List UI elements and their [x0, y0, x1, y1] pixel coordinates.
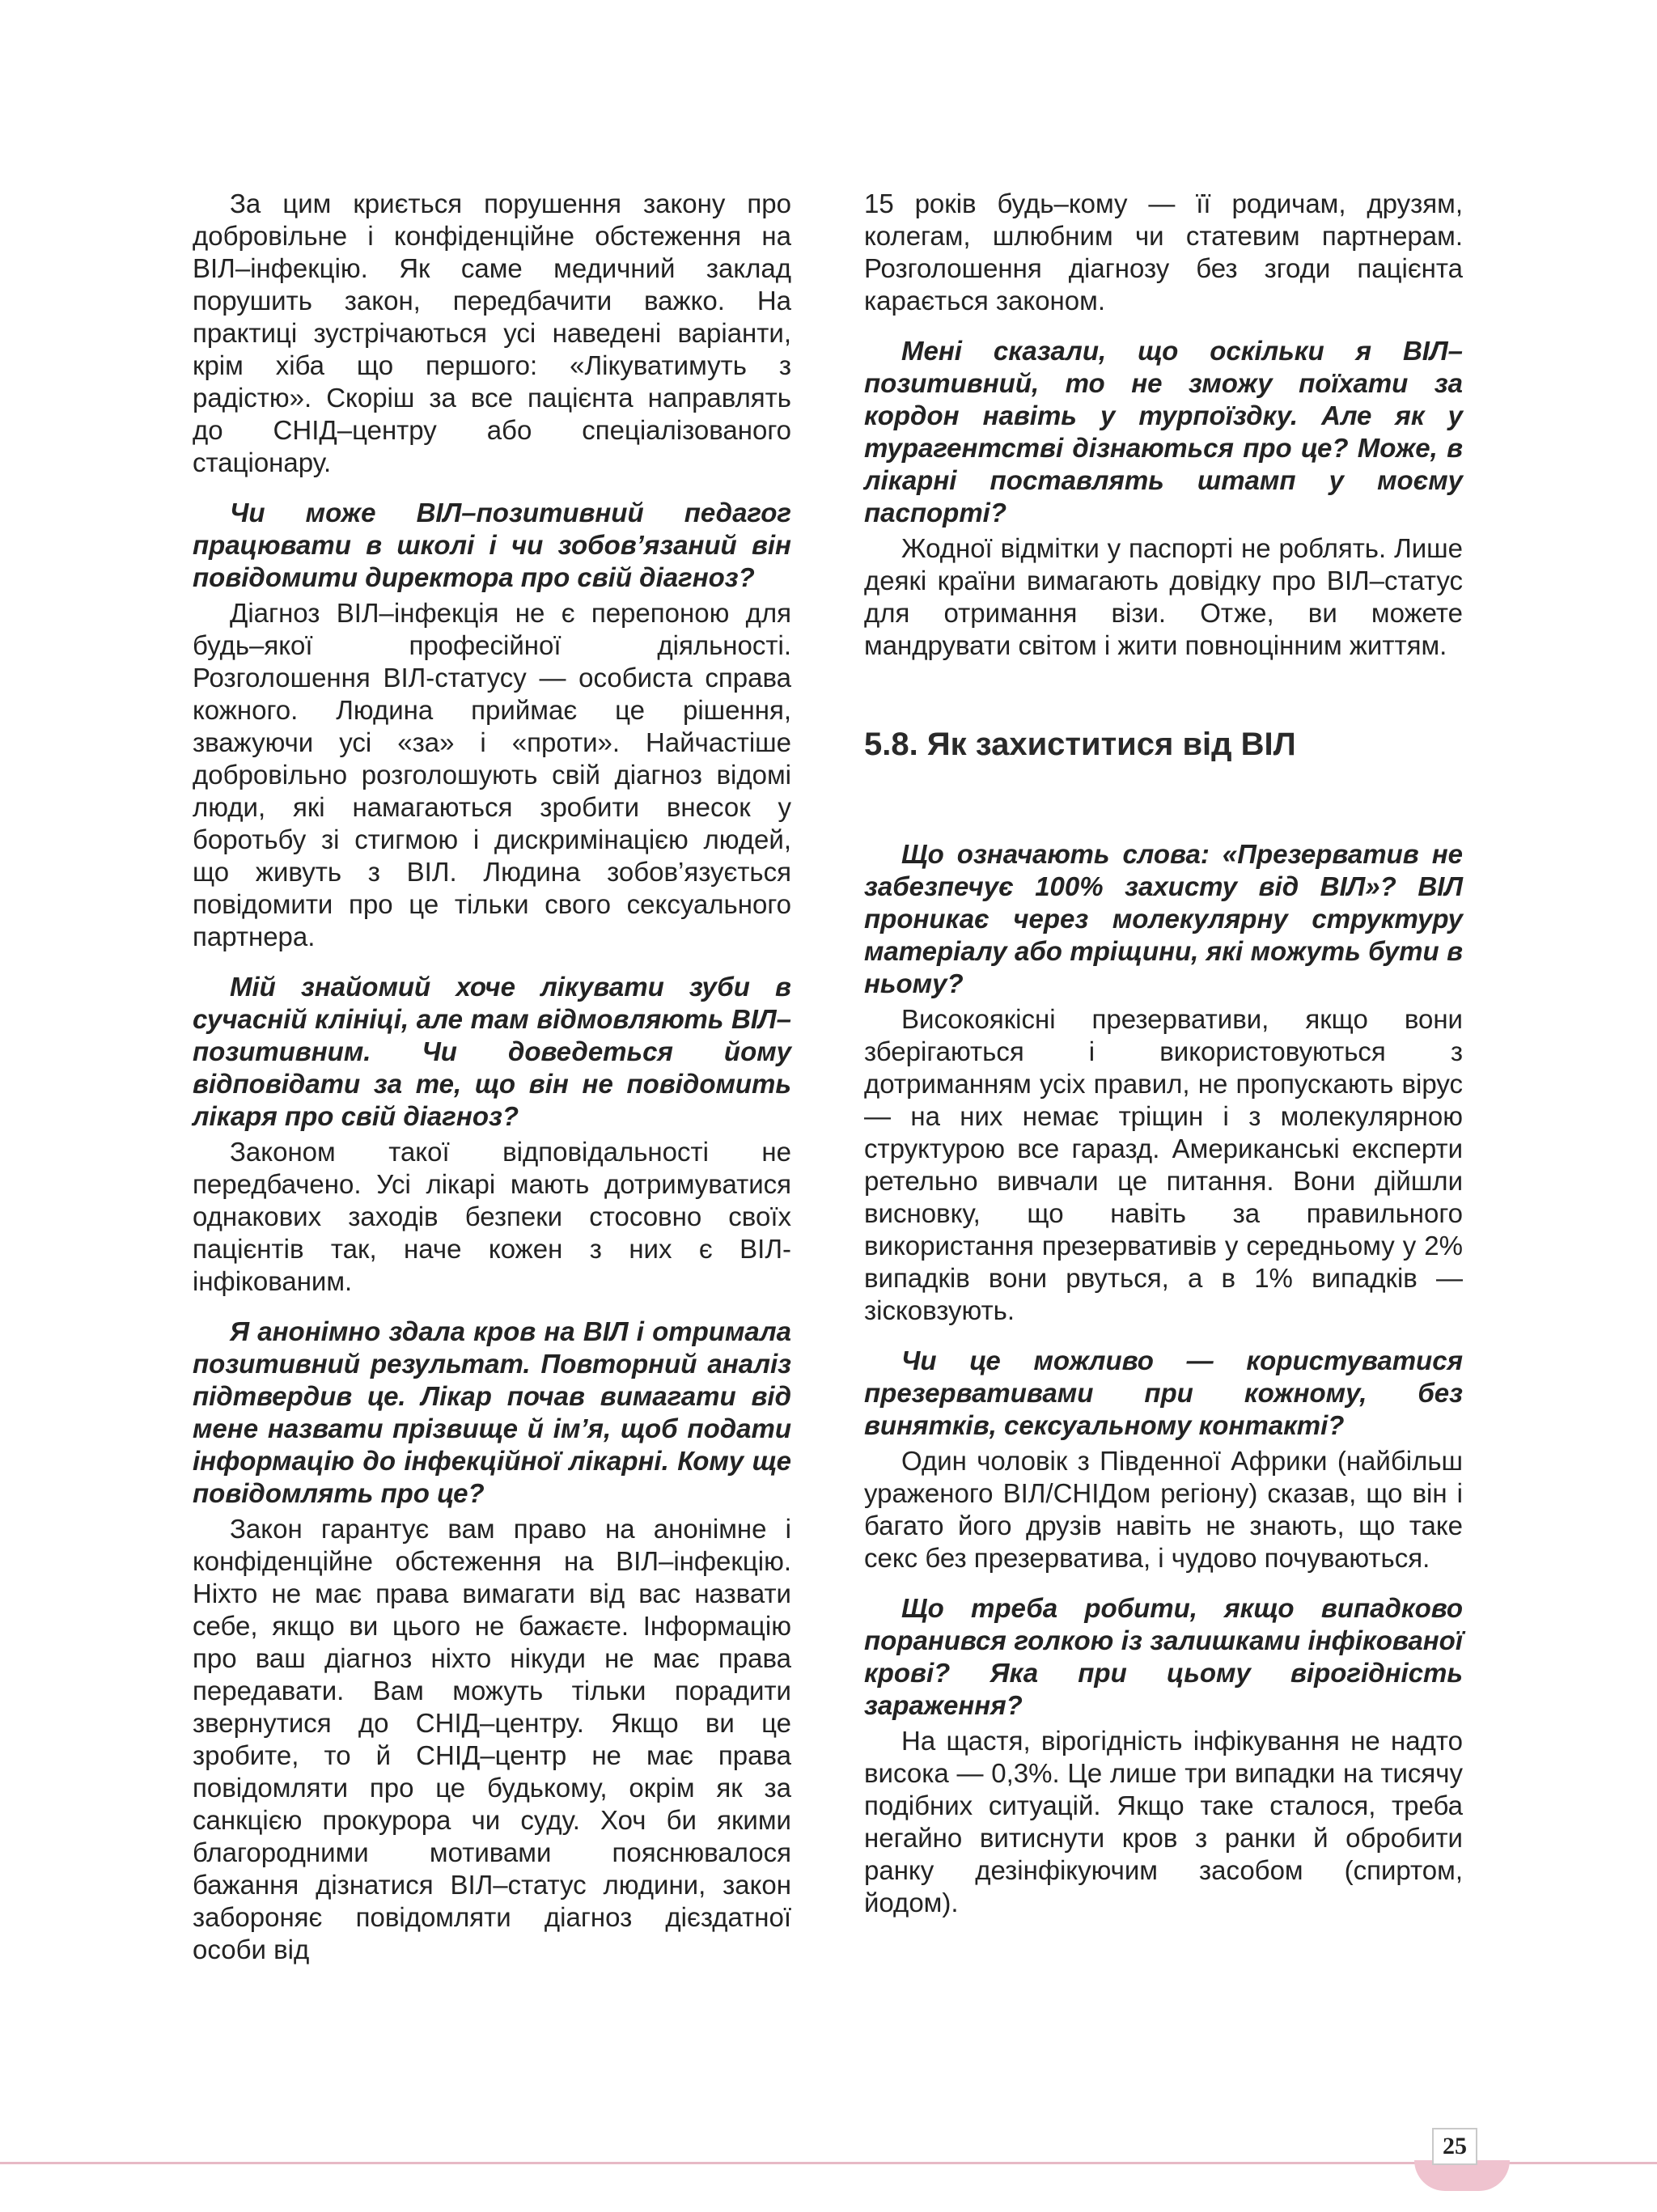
- paragraph: Жодної відмітки у паспорті не роблять. Лише деякі країни вимагають довідку про ВІЛ–статус для отримання візи. Отже, ви можете мандрувати світом і жити повноцінним життям.: [864, 533, 1463, 660]
- paragraph: Законом такої відповідальності не передбачено. Усі лікарі мають дотримуватися однакових заходів безпеки стосовно своїх пацієнтів так, наче кожен з них є ВІЛ-інфікованим.: [193, 1137, 791, 1296]
- paragraph: На щастя, вірогідність інфікування не надто висока — 0,3%. Це лише три випадки на тисячу подібних ситуацій. Якщо таке сталося, треба негайно витиснути кров з ранки й обробити ранку дезінфікуючим засобом (спиртом, йодом).: [864, 1726, 1463, 1917]
- paragraph-continuation: 15 років будь–кому — її родичам, друзям, колегам, шлюбним чи статевим партнерам. Розголошення діагнозу без згоди пацієнта карається законом.: [864, 189, 1463, 316]
- footer-rule: [0, 2162, 1432, 2164]
- question: Що треба робити, якщо випадково поранився голкою із залишками інфікованої крові? Яка при цьому вірогідність зараження?: [864, 1593, 1463, 1720]
- paragraph: Один чоловік з Південної Африки (найбільш ураженого ВІЛ/СНІДом регіону) сказав, що він і багато його друзів навіть не знають, що таке секс без презерватива, і чудово почуваються.: [864, 1446, 1463, 1573]
- question: Чи може ВІЛ–позитивний педагог працювати в школі і чи зобов’язаний він повідомити директора про свій діагноз?: [193, 498, 791, 592]
- question: Що означають слова: «Презерватив не забезпечує 100% захисту від ВІЛ»? ВІЛ проникає через молекулярну структуру матеріалу або тріщини, які можуть бути в ньому?: [864, 839, 1463, 998]
- question: Мені сказали, що оскільки я ВІЛ–позитивний, то не зможу поїхати за кордон навіть у турпоїздку. Але як у турагентстві дізнаються про це? Може, в лікарні поставлять штамп у моєму паспорті?: [864, 336, 1463, 528]
- paragraph: Діагноз ВІЛ–інфекція не є перепоною для будь–якої професійної діяльності. Розголошення ВІЛ-статусу — особиста справа кожного. Людина приймає це рішення, зважуючи усі «за» і «проти». Найчастіше добровільно розголошують свій діагноз відомі люди, які намагаються зробити внесок у боротьбу зі стигмою і дискримінацією людей, що живуть з ВІЛ. Людина зобов’язується повідомити про це тільки свого сексуального партнера.: [193, 598, 791, 951]
- paragraph: За цим криється порушення закону про добровільне і конфіденційне обстеження на ВІЛ–інфекцію. Як саме медичний заклад порушить закон, передбачити важко. На практиці зустрічаються усі наведені варіанти, крім хіба що першого: «Лікуватимуть з радістю». Скоріш за все пацієнта направлять до СНІД–центру або спеціалізованого стаціонару.: [193, 189, 791, 477]
- page-number: 25: [1432, 2128, 1477, 2165]
- question: Чи це можливо — користуватися презервативами при кожному, без винятків, сексуальному контакті?: [864, 1345, 1463, 1440]
- right-column: [864, 188, 1463, 1919]
- footer-rule-right: [1497, 2162, 1657, 2164]
- paragraph: Закон гарантує вам право на анонімне і конфіденційне обстеження на ВІЛ–інфекцію. Ніхто не має права вимагати від вас назвати себе, якщо ви цього не бажаєте. Інформацію про ваш діагноз ніхто нікуди не має права передавати. Вам можуть тільки порадити звернутися до СНІД–центру. Якщо ви це зробите, то й СНІД–центр не має права повідомляти про це будькому, окрім як за санкцією прокурора чи суду. Хоч би якими благородними мотивами пояснювалося бажання дізнатися ВІЛ–статус людини, закон забороняє повідомляти діагноз дієздатної особи від: [193, 1514, 791, 1964]
- section-heading: 5.8. Як захиститися від ВІЛ: [864, 727, 1296, 762]
- question: Я анонімно здала кров на ВІЛ і отримала позитивний результат. Повторний аналіз підтвердив це. Лікар почав вимагати від мене назвати прізвище й ім’я, щоб подати інформацію до інфекційної лікарні. Кому ще повідомлять про це?: [193, 1316, 791, 1508]
- left-column: [193, 188, 791, 1966]
- paragraph: Високоякісні презервативи, якщо вони зберігаються і використовуються з дотриманням усіх правил, не пропускають вірус — на них немає тріщин і з молекулярною структурою все гаразд. Американські експерти ретельно вивчали це питання. Вони дійшли висновку, що навіть за правильного використання презервативів у середньому у 2% випадків вони рвуться, а в 1% випадків — зісковзують.: [864, 1004, 1463, 1325]
- question: Мій знайомий хоче лікувати зуби в сучасній клініці, але там відмовляють ВІЛ–позитивним. Чи доведеться йому відповідати за те, що він не повідомить лікаря про свій діагноз?: [193, 972, 791, 1131]
